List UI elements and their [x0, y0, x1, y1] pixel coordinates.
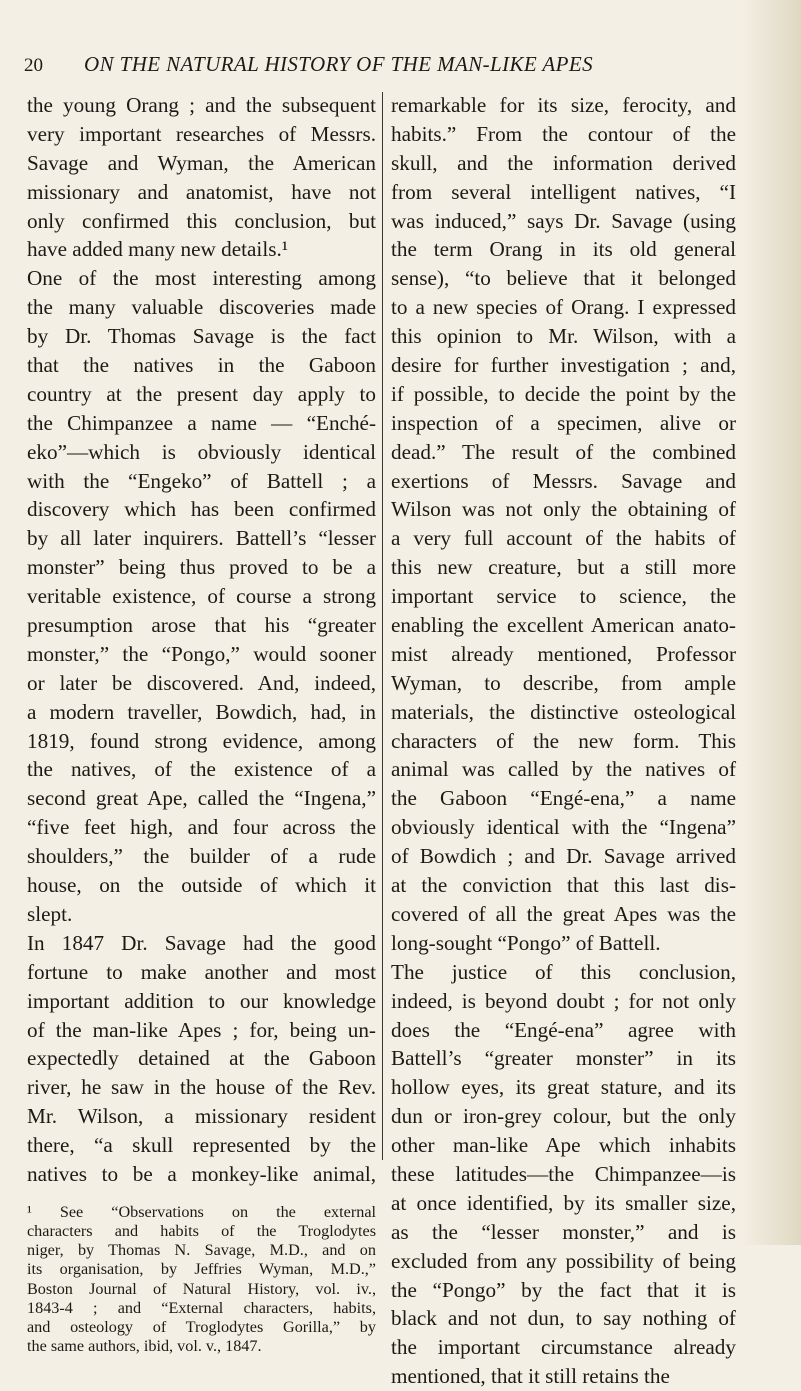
text-line: there, “a skull represented by the: [27, 1133, 376, 1158]
text-line: to a new species of Orang. I expressed: [391, 295, 736, 320]
text-line: fortune to make another and most: [27, 959, 376, 984]
text-line: monster” being thus proved to be a: [27, 555, 376, 580]
text-line: desire for further investigation ; and,: [391, 353, 736, 378]
text-line: dead.” The result of the combined: [391, 439, 736, 464]
text-line: of the man-like Apes ; for, being un-: [27, 1017, 376, 1042]
text-line: Wilson was not only the obtaining of: [391, 497, 736, 522]
right-column: [391, 91, 736, 1391]
text-line: missionary and anatomist, have not: [27, 179, 376, 204]
text-line: characters of the new form. This: [391, 728, 736, 753]
left-column: [27, 91, 376, 1356]
text-line: does the “Engé-ena” agree with: [391, 1017, 736, 1042]
text-line: from several intelligent natives, “I: [391, 179, 736, 204]
text-line: slept.: [27, 901, 73, 926]
text-line: Battell’s “greater monster” in its: [391, 1046, 736, 1071]
text-line: presumption arose that his “greater: [27, 613, 376, 638]
text-line: Savage and Wyman, the American: [27, 150, 376, 175]
text-line: Wyman, to describe, from ample: [391, 670, 736, 695]
text-line: as the “lesser monster,” and is: [391, 1219, 736, 1244]
right-column-body: [391, 91, 736, 1391]
text-line: remarkable for its size, ferocity, and: [391, 93, 736, 117]
text-line: second great Ape, called the “Ingena,”: [27, 786, 376, 811]
text-line: the “Pongo” by the fact that it is: [391, 1277, 736, 1302]
text-line: expectedly detained at the Gaboon: [27, 1046, 376, 1071]
text-line: the Gaboon “Engé-ena,” a name: [391, 786, 736, 811]
text-line: ¹ See “Observations on the external: [27, 1202, 376, 1221]
left-column-body: [27, 91, 376, 1189]
text-line: enabling the excellent American anato-: [391, 613, 736, 638]
text-line: and osteology of Troglodytes Gorilla,” by: [27, 1317, 376, 1336]
text-line: country at the present day apply to: [27, 381, 376, 406]
text-line: mentioned, that it still retains the: [391, 1364, 670, 1389]
text-line: was induced,” says Dr. Savage (using: [391, 208, 736, 233]
text-line: at once identified, by its smaller size,: [391, 1190, 736, 1215]
text-line: its organisation, by Jeffries Wyman, M.D.,”: [27, 1260, 376, 1279]
text-line: important addition to our knowledge: [27, 988, 376, 1013]
text-line: other man-like Ape which inhabits: [391, 1133, 736, 1158]
text-line: these latitudes—the Chimpanzee—is: [391, 1161, 736, 1186]
running-title: ON THE NATURAL HISTORY OF THE MAN-LIKE APES: [84, 52, 593, 76]
text-line: habits.” From the contour of the: [391, 121, 736, 146]
text-line: characters and habits of the Troglodytes: [27, 1222, 376, 1241]
page-header: [24, 52, 724, 82]
text-line: river, he saw in the house of the Rev.: [27, 1075, 376, 1100]
text-line: by all later inquirers. Battell’s “lesser: [27, 526, 376, 551]
text-line: 1819, found strong evidence, among: [27, 728, 376, 753]
text-line: the Chimpanzee a name — “Enché-: [27, 410, 376, 435]
text-line: the same authors, ibid, vol. v., 1847.: [27, 1337, 262, 1356]
text-line: The justice of this conclusion,: [391, 959, 736, 984]
text-line: exertions of Messrs. Savage and: [391, 468, 736, 493]
text-line: discovery which has been confirmed: [27, 497, 376, 522]
text-line: long-sought “Pongo” of Battell.: [391, 930, 661, 955]
text-line: the important circumstance already: [391, 1335, 736, 1360]
page-edge-shadow: [741, 0, 801, 1245]
text-line: natives to be a monkey-like animal,: [27, 1161, 376, 1186]
text-line: 1843-4 ; and “External characters, habits,: [27, 1298, 376, 1317]
text-line: mist already mentioned, Professor: [391, 641, 736, 666]
text-line: inspection of a specimen, alive or: [391, 410, 736, 435]
text-line: house, on the outside of which it: [27, 873, 376, 898]
text-line: eko”—which is obviously identical: [27, 439, 376, 464]
text-line: One of the most interesting among: [27, 266, 376, 291]
text-line: veritable existence, of course a strong: [27, 584, 376, 609]
text-line: or later be discovered. And, indeed,: [27, 670, 376, 695]
text-line: dun or iron-grey colour, but the only: [391, 1104, 736, 1129]
text-line: hollow eyes, its great stature, and its: [391, 1075, 736, 1100]
text-line: indeed, is beyond doubt ; for not only: [391, 988, 736, 1013]
text-line: at the conviction that this last dis-: [391, 873, 736, 898]
text-line: that the natives in the Gaboon: [27, 353, 376, 378]
text-line: a very full account of the habits of: [391, 526, 736, 551]
text-line: the term Orang in its old general: [391, 237, 736, 262]
text-line: “five feet high, and four across the: [27, 815, 376, 840]
text-line: animal was called by the natives of: [391, 757, 736, 782]
page-number: 20: [24, 55, 43, 76]
text-line: excluded from any possibility of being: [391, 1248, 736, 1273]
text-line: with the “Engeko” of Battell ; a: [27, 468, 376, 493]
text-line: very important researches of Messrs.: [27, 121, 376, 146]
text-line: monster,” the “Pongo,” would sooner: [27, 641, 376, 666]
text-line: important service to science, the: [391, 584, 736, 609]
text-line: a modern traveller, Bowdich, had, in: [27, 699, 376, 724]
text-line: niger, by Thomas N. Savage, M.D., and on: [27, 1241, 376, 1260]
text-line: skull, and the information derived: [391, 150, 736, 175]
text-line: this opinion to Mr. Wilson, with a: [391, 324, 736, 349]
text-line: if possible, to decide the point by the: [391, 381, 736, 406]
text-line: Boston Journal of Natural History, vol. iv.,: [27, 1279, 376, 1298]
text-line: materials, the distinctive osteological: [391, 699, 736, 724]
text-line: only confirmed this conclusion, but: [27, 208, 376, 233]
text-line: Mr. Wilson, a missionary resident: [27, 1104, 376, 1129]
text-line: sense), “to believe that it belonged: [391, 266, 736, 291]
text-line: the young Orang ; and the subsequent: [27, 93, 376, 117]
text-line: this new creature, but a still more: [391, 555, 736, 580]
text-line: of Bowdich ; and Dr. Savage arrived: [391, 844, 736, 869]
text-line: black and not dun, to say nothing of: [391, 1306, 736, 1331]
text-line: the natives, of the existence of a: [27, 757, 376, 782]
text-line: by Dr. Thomas Savage is the fact: [27, 324, 376, 349]
text-line: have added many new details.¹: [27, 237, 289, 262]
text-line: In 1847 Dr. Savage had the good: [27, 930, 376, 955]
footnote: [27, 1203, 376, 1357]
text-line: obviously identical with the “Ingena”: [391, 815, 736, 840]
text-line: the many valuable discoveries made: [27, 295, 376, 320]
text-line: shoulders,” the builder of a rude: [27, 844, 376, 869]
text-line: covered of all the great Apes was the: [391, 901, 736, 926]
column-divider: [382, 92, 383, 1160]
